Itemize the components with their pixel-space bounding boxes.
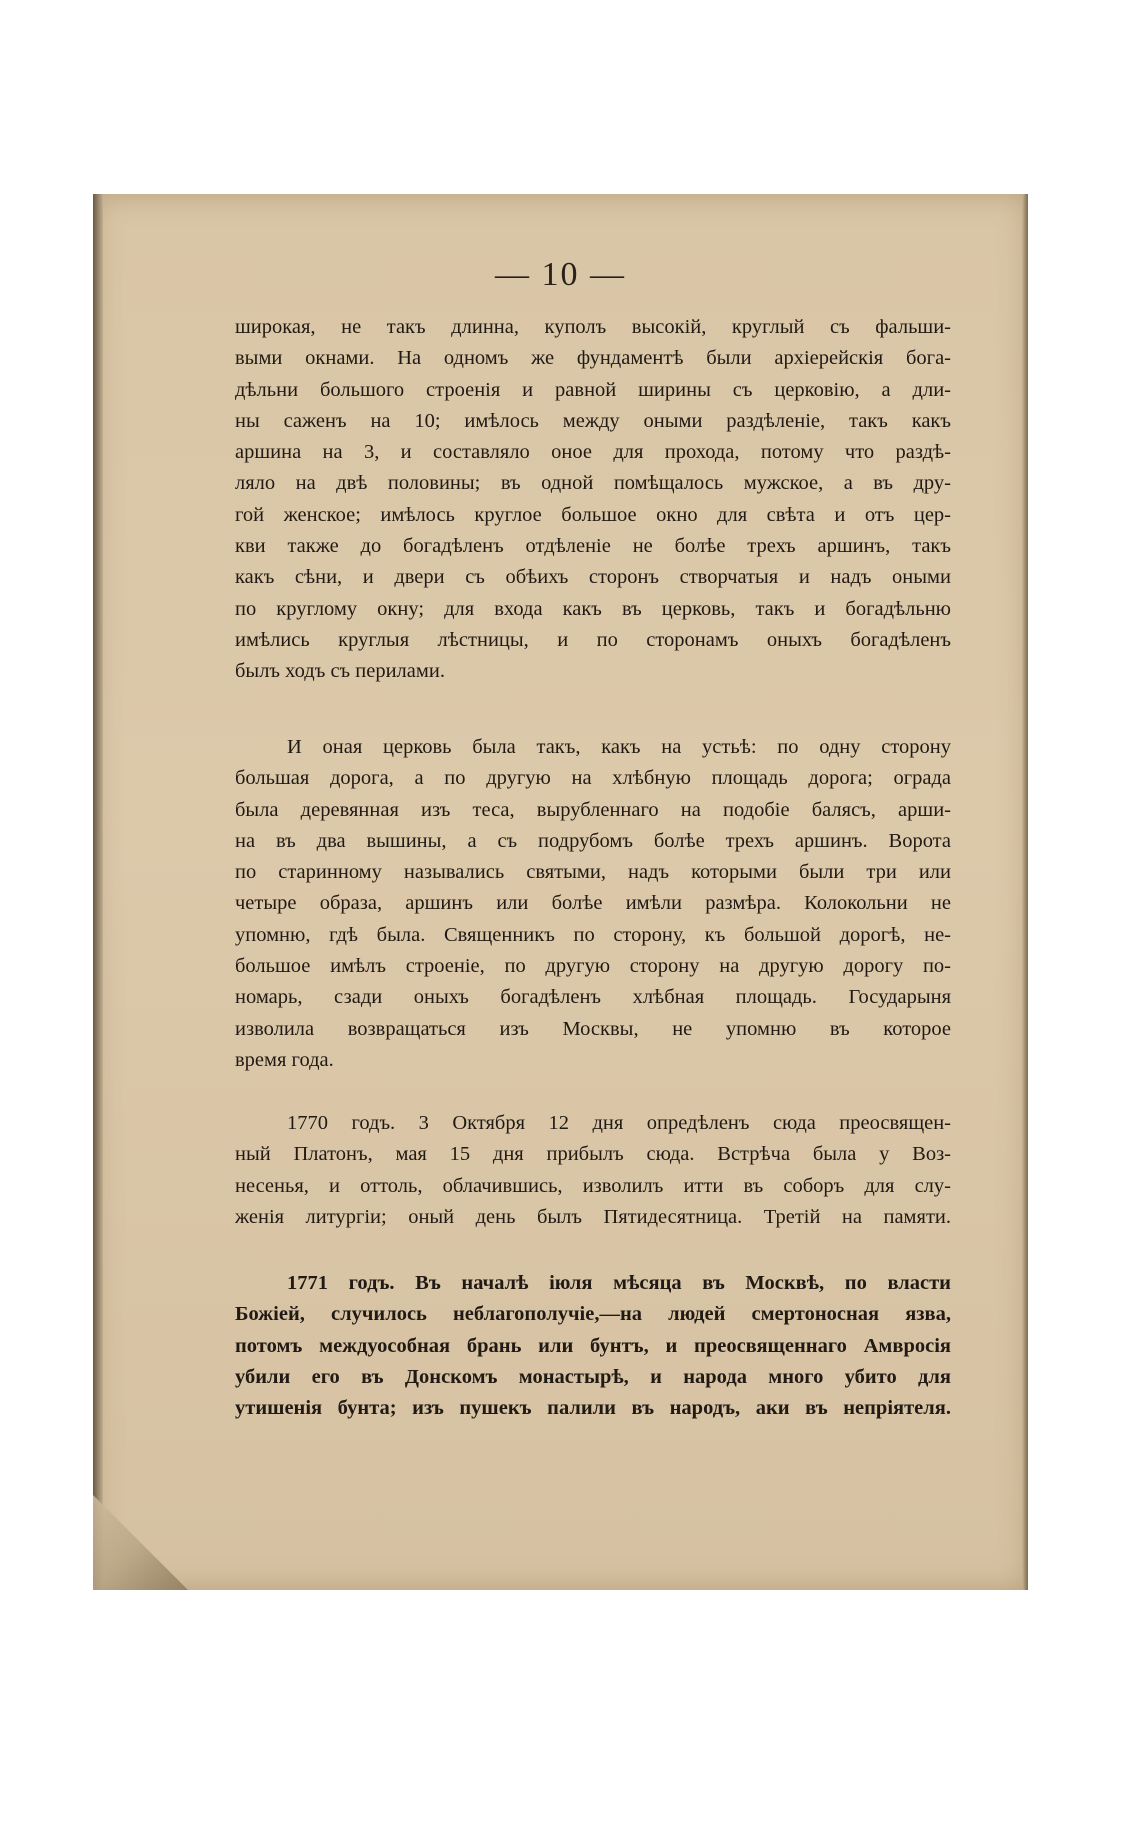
text-line: былъ ходъ съ перилами. (235, 660, 445, 683)
text-line: ляло на двѣ половины; въ одной помѣщалось мужское, а въ дру- (235, 472, 951, 495)
text-line: упомню, гдѣ была. Священникъ по сторону, къ большой дорогѣ, не- (235, 923, 951, 946)
text-line: ны саженъ на 10; имѣлось между оными раздѣленіе, такъ какъ (235, 409, 951, 432)
page-binding-shadow (93, 194, 103, 1590)
paragraph-2 (235, 732, 951, 1076)
text-line: была деревянная изъ теса, вырубленнаго на подобіе балясъ, арши- (235, 798, 951, 821)
text-line: по круглому окну; для входа какъ въ церковь, такъ и богадѣльню (235, 597, 951, 620)
page-corner-curl (93, 1495, 188, 1590)
text-line: И оная церковь была такъ, какъ на устьѣ: по одну сторону (287, 736, 951, 758)
text-line: ный Платонъ, мая 15 дня прибылъ сюда. Встрѣча была у Воз- (235, 1143, 951, 1166)
text-line: какъ сѣни, и двери съ обѣихъ сторонъ створчатыя и надъ оными (235, 566, 951, 589)
text-line: дѣльни большого строенія и равной ширины съ церковію, а дли- (235, 378, 951, 401)
text-line: гой женское; имѣлось круглое большое окно для свѣта и отъ цер- (235, 503, 951, 526)
text-line: убили его въ Донскомъ монастырѣ, и народа много убито для (235, 1365, 951, 1388)
text-line: номарь, сзади оныхъ богадѣленъ хлѣбная площадь. Государыня (235, 986, 951, 1009)
paragraph-3 (235, 1108, 951, 1233)
text-line: утишенія бунта; изъ пушекъ палили въ народъ, аки въ непріятеля. (235, 1397, 951, 1420)
text-line: 1771 годъ. Въ началѣ іюля мѣсяца въ Москвѣ, по власти (287, 1272, 951, 1294)
text-line: 1770 годъ. 3 Октября 12 дня опредѣленъ сюда преосвящен- (287, 1112, 951, 1134)
text-line: женія литургіи; оный день былъ Пятидесятница. Третій на памяти. (235, 1205, 951, 1228)
text-line: четыре образа, аршинъ или болѣе имѣли размѣра. Колокольни не (235, 892, 951, 915)
text-line: большое имѣлъ строеніе, по другую сторону на другую дорогу по- (235, 955, 951, 978)
text-line: аршина на 3, и составляло оное для прохода, потому что раздѣ- (235, 441, 951, 464)
text-line: широкая, не такъ длинна, куполъ высокій, круглый съ фальши- (235, 316, 951, 338)
text-line: потомъ междуособная брань или бунтъ, и преосвященнаго Амвросія (235, 1334, 951, 1357)
paragraph-1 (235, 312, 951, 688)
text-line: имѣлись круглыя лѣстницы, и по сторонамъ оныхъ богадѣленъ (235, 628, 951, 651)
text-line: на въ два вышины, а съ подрубомъ болѣе трехъ аршинъ. Ворота (235, 829, 951, 852)
text-line: по старинному назывались святыми, надъ которыми были три или (235, 861, 951, 884)
paragraph-4 (235, 1268, 951, 1424)
text-line: время года. (235, 1048, 334, 1071)
page-edge-shadow (1022, 194, 1028, 1590)
text-line: Божіей, случилось неблагополучіе,—на людей смертоносная язва, (235, 1303, 951, 1326)
text-line: кви также до богадѣленъ отдѣленіе не болѣе трехъ аршинъ, такъ (235, 535, 951, 558)
text-line: большая дорога, а по другую на хлѣбную площадь дорога; ограда (235, 767, 951, 790)
page-number: — 10 — (495, 256, 626, 293)
text-line: несенья, и оттоль, облачившись, изволилъ итти въ соборъ для слу- (235, 1174, 951, 1197)
text-line: изволила возвращаться изъ Москвы, не упомню въ которое (235, 1017, 951, 1040)
scanned-page (93, 194, 1028, 1590)
text-line: выми окнами. На одномъ же фундаментѣ были архіерейскія бога- (235, 347, 951, 370)
